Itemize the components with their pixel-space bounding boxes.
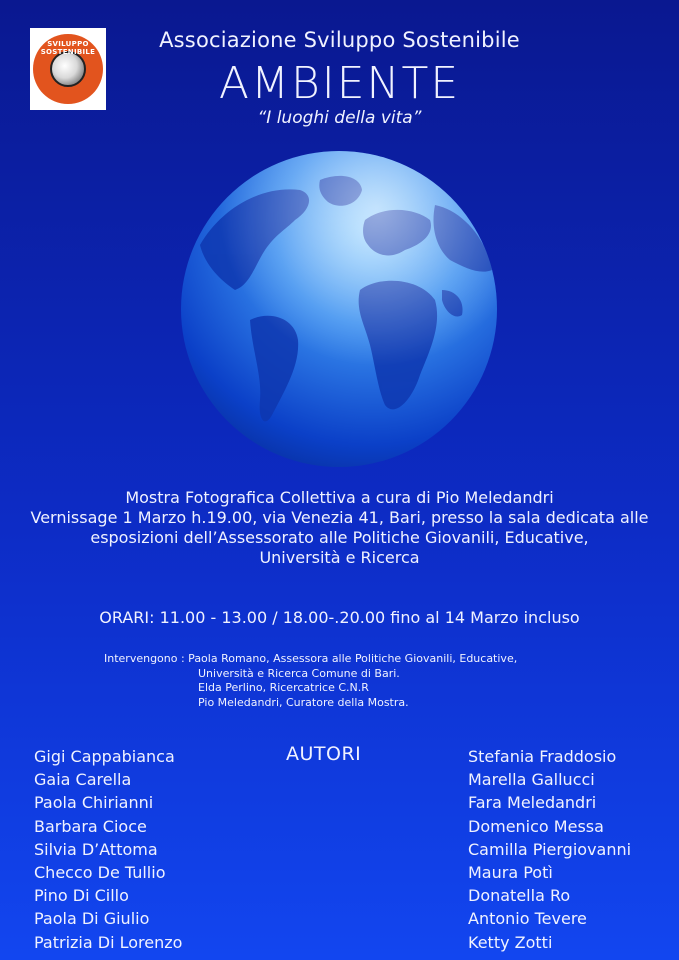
opening-hours: ORARI: 11.00 - 13.00 / 18.00-.20.00 fino al 14 Marzo incluso: [99, 608, 580, 627]
author-name: Gigi Cappabianca: [34, 747, 175, 766]
speakers-line: Elda Perlino, Ricercatrice C.N.R: [198, 681, 369, 694]
event-line: Mostra Fotografica Collettiva a cura di Pio Meledandri: [125, 488, 554, 507]
speakers-line: Università e Ricerca Comune di Bari.: [198, 666, 400, 680]
author-name: Donatella Ro: [468, 886, 571, 906]
speakers-line: Intervengono : Paola Romano, Assessora alle Politiche Giovanili, Educative,: [104, 652, 518, 665]
author-name: Camilla Piergiovanni: [468, 839, 632, 859]
author-name: Pino Di Cillo: [34, 886, 129, 906]
author-name: Stefania Fraddosio: [468, 747, 617, 766]
event-line: Università e Ricerca: [259, 548, 420, 567]
event-description: [0, 488, 679, 568]
earth-globe-icon: [180, 150, 498, 468]
speakers-line: Pio Meledandri, Curatore della Mostra.: [198, 695, 409, 709]
author-name: Ketty Zotti: [468, 932, 553, 952]
authors-list-right: [468, 745, 631, 954]
poster-subtitle: “I luoghi della vita”: [257, 108, 422, 128]
author-name: Paola Di Giulio: [34, 909, 150, 929]
author-name: Marella Gallucci: [468, 770, 595, 790]
author-name: Barbara Cioce: [34, 816, 147, 836]
authors-heading: AUTORI: [286, 743, 362, 765]
event-line: Vernissage 1 Marzo h.19.00, via Venezia 41, Bari, presso la sala dedicata alle: [30, 508, 649, 527]
author-name: Antonio Tevere: [468, 909, 587, 929]
author-name: Paola Chirianni: [34, 793, 154, 813]
author-name: Gaia Carella: [34, 770, 132, 790]
author-name: Maura Potì: [468, 863, 553, 883]
author-name: Silvia D’Attoma: [34, 839, 158, 859]
author-name: Domenico Messa: [468, 816, 604, 836]
association-name: Associazione Sviluppo Sostenibile: [159, 28, 520, 52]
poster-title: AMBIENTE: [218, 58, 461, 109]
author-name: Checco De Tullio: [34, 863, 166, 883]
speakers-block: [104, 652, 517, 710]
event-line: esposizioni dell’Assessorato alle Politiche Giovanili, Educative,: [90, 528, 589, 547]
author-name: Patrizia Di Lorenzo: [34, 932, 183, 952]
logo-text: SVILUPPO SOSTENIBILE: [40, 40, 96, 56]
author-name: Fara Meledandri: [468, 793, 597, 813]
authors-list-left: [34, 745, 182, 954]
